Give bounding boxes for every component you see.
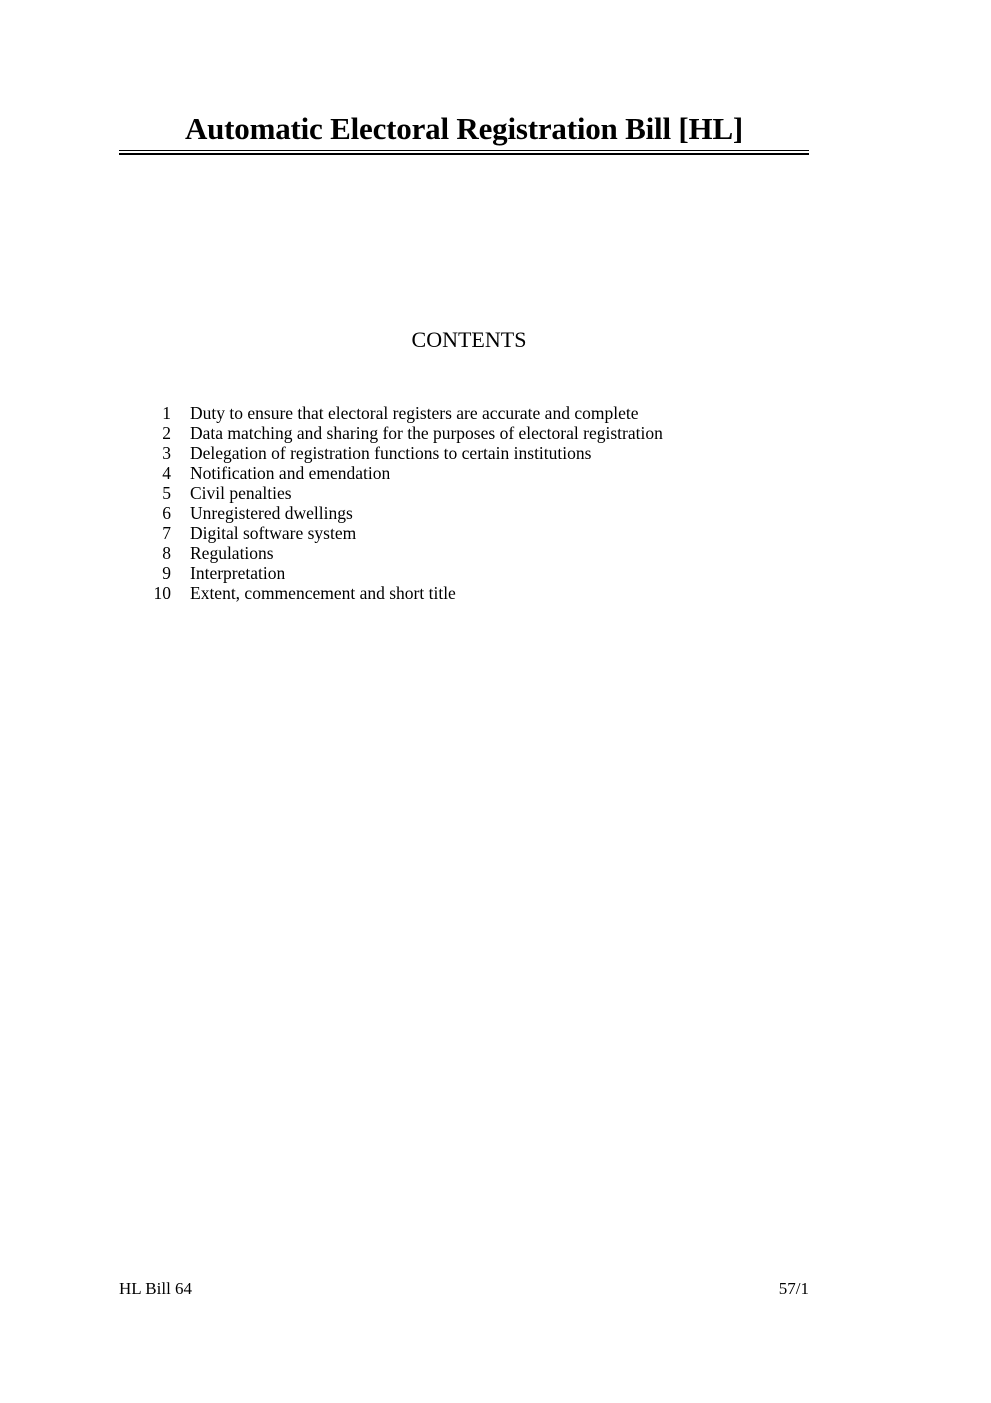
contents-heading: CONTENTS (411, 327, 527, 352)
bill-title: Automatic Electoral Registration Bill [HL] (184, 111, 744, 146)
section-number: 10 (153, 583, 171, 603)
section-number: 1 (162, 403, 171, 423)
section-title: Regulations (190, 543, 274, 563)
contents-item-8 (140, 543, 663, 563)
section-title: Civil penalties (190, 483, 292, 503)
contents-item-10 (140, 583, 663, 603)
section-title: Unregistered dwellings (190, 503, 353, 523)
contents-item-7 (140, 523, 663, 543)
section-number: 5 (162, 483, 171, 503)
section-number: 9 (162, 563, 171, 583)
contents-item-4 (140, 463, 663, 483)
section-title: Digital software system (190, 523, 357, 543)
contents-item-5 (140, 483, 663, 503)
section-number: 4 (162, 463, 171, 483)
section-number: 8 (162, 543, 171, 563)
contents-item-9 (140, 563, 663, 583)
section-title: Data matching and sharing for the purposes of electoral registration (190, 423, 663, 443)
contents-list (140, 403, 663, 603)
bill-reference: HL Bill 64 (119, 1279, 193, 1298)
contents-item-6 (140, 503, 663, 523)
section-title: Notification and emendation (190, 463, 391, 483)
title-rule-thin (119, 150, 809, 151)
section-title: Delegation of registration functions to certain institutions (190, 443, 592, 463)
contents-item-3 (140, 443, 663, 463)
section-number: 3 (162, 443, 171, 463)
section-number: 2 (162, 423, 171, 443)
title-rule-thick (119, 153, 809, 155)
section-number: 7 (162, 523, 171, 543)
section-title: Interpretation (190, 563, 286, 583)
contents-item-1 (140, 403, 663, 423)
page-reference: 57/1 (778, 1279, 809, 1298)
section-title: Extent, commencement and short title (190, 583, 456, 603)
section-number: 6 (162, 503, 171, 523)
contents-item-2 (140, 423, 663, 443)
section-title: Duty to ensure that electoral registers are accurate and complete (190, 403, 639, 423)
